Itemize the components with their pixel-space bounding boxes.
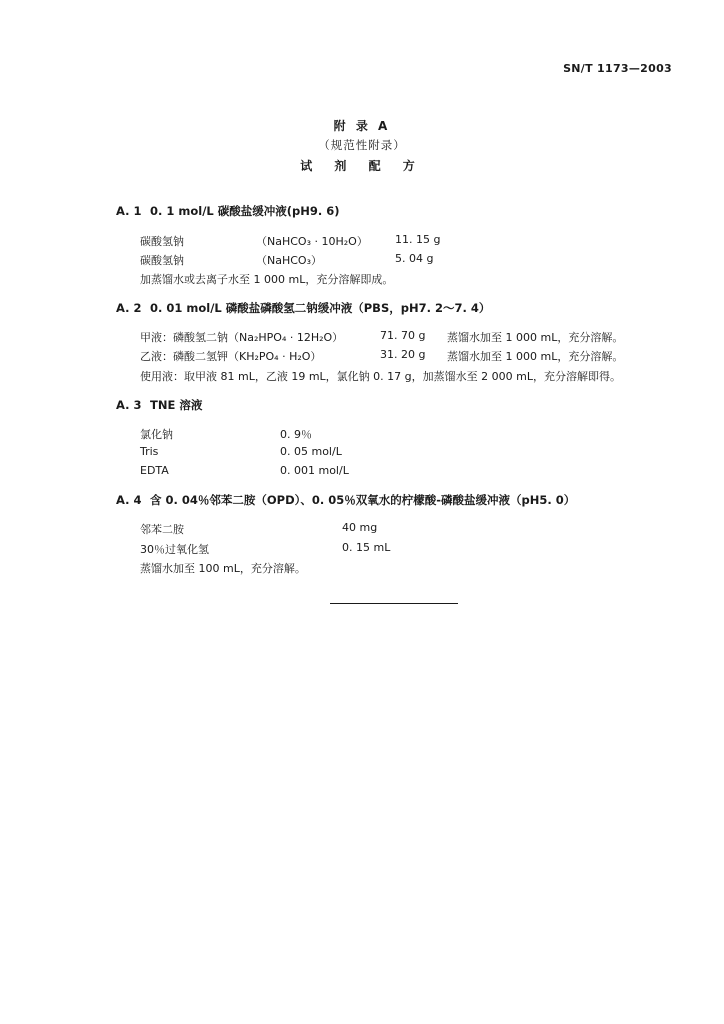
solution-line: 乙液：磷酸二氢钾（KH₂PO₄ · H₂O） xyxy=(140,350,322,363)
reagent-formula: （NaHCO₃） xyxy=(256,254,322,267)
reagent-amount: 40 mg xyxy=(342,521,378,534)
section-number: A. 3 xyxy=(116,398,142,412)
annex-title: 附 录 A xyxy=(333,119,391,133)
annex-name: 试 剂 配 方 xyxy=(300,159,424,173)
section-heading-a4 xyxy=(116,492,575,508)
section-number: A. 1 xyxy=(116,204,142,218)
section-title: 0. 1 mol/L 碳酸盐缓冲液(pH9. 6) xyxy=(150,204,340,218)
section-number: A. 4 xyxy=(116,493,142,507)
reagent-amount: 0. 9％ xyxy=(280,428,312,441)
preparation-step: 蒸馏水加至 1 000 mL，充分溶解。 xyxy=(447,350,624,363)
section-note: 使用液：取甲液 81 mL，乙液 19 mL，氯化钠 0. 17 g，加蒸馏水至 2 000 mL，充分溶解即得。 xyxy=(140,370,621,383)
section-number: A. 2 xyxy=(116,301,142,315)
section-title: 含 0. 04％邻苯二胺（OPD）、0. 05％双氧水的柠檬酸-磷酸盐缓冲液（pH5. 0） xyxy=(150,493,576,507)
preparation-step: 蒸馏水加至 1 000 mL，充分溶解。 xyxy=(447,331,624,344)
section-title: TNE 溶液 xyxy=(150,398,203,412)
section-note: 加蒸馏水或去离子水至 1 000 mL，充分溶解即成。 xyxy=(140,273,394,286)
standard-number: SN/T 1173—2003 xyxy=(563,62,672,75)
section-heading-a1 xyxy=(116,203,340,219)
reagent-amount: 31. 20 g xyxy=(380,348,426,361)
section-title: 0. 01 mol/L 磷酸盐磷酸氢二钠缓冲液（PBS，pH7. 2～7. 4） xyxy=(150,301,491,315)
annex-nature: （规范性附录） xyxy=(318,138,406,152)
reagent-amount: 0. 05 mol/L xyxy=(280,445,342,458)
reagent-amount: 71. 70 g xyxy=(380,329,426,342)
reagent-name: 邻苯二胺 xyxy=(140,523,184,536)
end-rule xyxy=(330,603,458,604)
section-heading-a3 xyxy=(116,397,202,413)
reagent-name: 碳酸氢钠 xyxy=(140,235,184,248)
reagent-name: 氯化钠 xyxy=(140,428,173,441)
reagent-amount: 11. 15 g xyxy=(395,233,441,246)
reagent-name: 30％过氧化氢 xyxy=(140,543,209,556)
reagent-amount: 5. 04 g xyxy=(395,252,434,265)
reagent-formula: （NaHCO₃ · 10H₂O） xyxy=(256,235,368,248)
section-note: 蒸馏水加至 100 mL，充分溶解。 xyxy=(140,562,306,575)
reagent-amount: 0. 15 mL xyxy=(342,541,391,554)
section-heading-a2 xyxy=(116,300,490,316)
reagent-amount: 0. 001 mol/L xyxy=(280,464,349,477)
reagent-name: 碳酸氢钠 xyxy=(140,254,184,267)
reagent-name: Tris xyxy=(140,445,159,458)
reagent-name: EDTA xyxy=(140,464,169,477)
solution-line: 甲液：磷酸氢二钠（Na₂HPO₄ · 12H₂O） xyxy=(140,331,344,344)
